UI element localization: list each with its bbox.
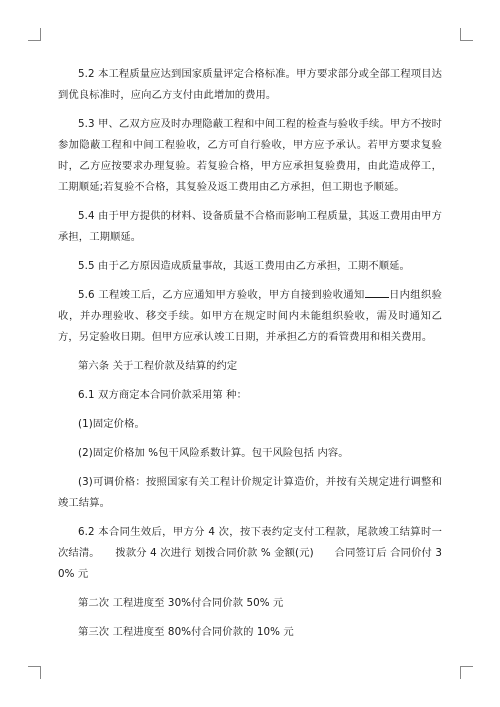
article-6-heading: 第六条 关于工程价款及结算的约定 bbox=[78, 360, 238, 372]
clause-5-6-part-b: 日内组织验收，并办理验收、移交手续。如甲方在规定时间内未能组织验收，需及时通知乙方，另定验收日期。但甲方应承认竣工日期，并承担乙方的看管费用和相关费用。 bbox=[58, 289, 442, 343]
payment-third: 第三次 工程进度至 80%付合同价款的 10% 元 bbox=[78, 626, 294, 638]
crop-mark-top-right bbox=[460, 28, 473, 41]
option-3: (3)可调价格：按照国家有关工程计价规定计算造价，并按有关规定进行调整和竣工结算。 bbox=[58, 476, 442, 509]
option-2: (2)固定价格加 %包干风险系数计算。包干风险包括 内容。 bbox=[78, 447, 349, 459]
clause-5-6-part-a: 5.6 工程竣工后，乙方应通知甲方验收，甲方自接到验收通知 bbox=[78, 289, 365, 301]
fill-blank-days bbox=[365, 287, 389, 298]
clause-5-6 bbox=[58, 285, 442, 348]
crop-mark-bottom-left bbox=[28, 666, 41, 679]
crop-mark-bottom-right bbox=[460, 666, 473, 679]
clause-5-5: 5.5 由于乙方原因造成质量事故，其返工费用由乙方承担，工期不顺延。 bbox=[78, 260, 410, 272]
clause-5-4: 5.4 由于甲方提供的材料、设备质量不合格而影响工程质量，其返工费用由甲方承担，工期顺延。 bbox=[58, 210, 442, 243]
payment-second: 第二次 工程进度至 30%付合同价款 50% 元 bbox=[78, 597, 284, 609]
clause-6-2: 6.2 本合同生效后，甲方分 4 次，按下表约定支付工程款，尾款竣工结算时一次结清。 拨款分 4 次进行 划拨合同价款 % 金额(元) 合同签订后 合同价付 30% 元 bbox=[58, 526, 442, 580]
clause-5-2: 5.2 本工程质量应达到国家质量评定合格标准。甲方要求部分或全部工程项目达到优良标准时，应向乙方支付由此增加的费用。 bbox=[58, 68, 442, 101]
option-1: (1)固定价格。 bbox=[78, 418, 145, 430]
document-body bbox=[58, 64, 442, 651]
clause-5-3: 5.3 甲、乙双方应及时办理隐蔽工程和中间工程的检查与验收手续。甲方不按时参加隐蔽工程和中间工程验收，乙方可自行验收，甲方应予承认。若甲方要求复验时，乙方应按要求办理复验。若复验合格，甲方应承担复验费用，由此造成停工，工期顺延;若复验不合格，其复验及返工费用由乙方承担，但工期也予顺延。 bbox=[58, 118, 442, 193]
clause-6-1: 6.1 双方商定本合同价款采用第 种： bbox=[78, 389, 247, 401]
crop-mark-top-left bbox=[28, 28, 41, 41]
